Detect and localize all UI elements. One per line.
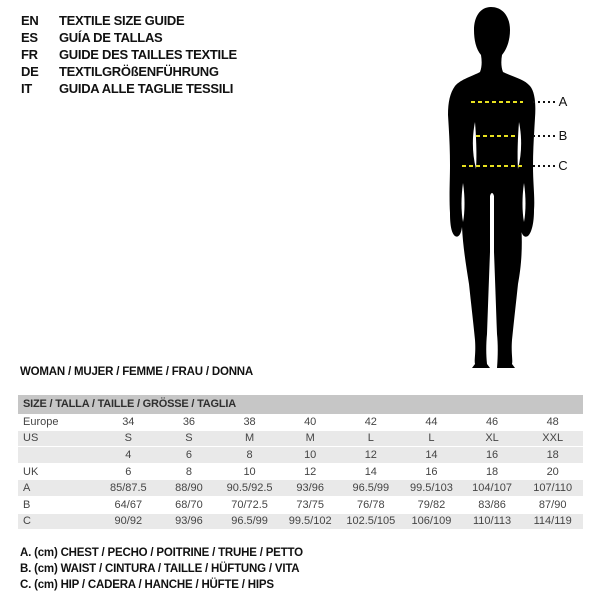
table-cell: 102.5/105 [341,513,402,530]
language-code: FR [21,47,38,62]
waist-measure-label: B [558,128,568,143]
title-line-fr [21,46,237,63]
table-row [18,513,583,530]
table-cell: 16 [401,463,462,480]
row-label: Europe [18,414,98,430]
table-cell: 114/119 [522,513,583,530]
page-title: TEXTILGRÖßENFÜHRUNG [59,64,219,79]
table-cell: 16 [462,447,523,464]
legend-hip: C. (cm) HIP / CADERA / HANCHE / HÜFTE / HIPS [20,579,274,591]
table-cell: 14 [341,463,402,480]
legend-chest: A. (cm) CHEST / PECHO / POITRINE / TRUHE / PETTO [20,547,303,559]
table-cell: 68/70 [159,496,220,513]
table-cell: M [219,430,280,447]
table-cell: 107/110 [522,480,583,497]
size-table [18,395,583,530]
language-code: EN [21,13,39,28]
row-label: A [18,480,98,497]
table-row [18,447,583,464]
table-cell: 6 [159,447,220,464]
table-cell: 79/82 [401,496,462,513]
table-cell: 40 [280,414,341,430]
table-cell: 83/86 [462,496,523,513]
table-cell: L [341,430,402,447]
table-cell: 76/78 [341,496,402,513]
table-cell: 85/87.5 [98,480,159,497]
language-code: DE [21,64,39,79]
table-cell: 90/92 [98,513,159,530]
table-cell: 106/109 [401,513,462,530]
table-cell: 87/90 [522,496,583,513]
row-label [18,447,98,464]
table-row [18,414,583,430]
page-title: GUIDE DES TAILLES TEXTILE [59,47,237,62]
table-cell: 96.5/99 [341,480,402,497]
table-cell: XL [462,430,523,447]
table-cell: 70/72.5 [219,496,280,513]
table-cell: 73/75 [280,496,341,513]
chest-measure-label: A [558,94,568,109]
body-measurement-figure [440,0,600,378]
hip-measure-label: C [558,158,568,173]
measure-legend [20,545,303,593]
table-cell: 88/90 [159,480,220,497]
table-cell: 46 [462,414,523,430]
table-cell: 44 [401,414,462,430]
table-cell: 36 [159,414,220,430]
page-title: TEXTILE SIZE GUIDE [59,13,185,28]
table-cell: 99.5/103 [401,480,462,497]
table-cell: 20 [522,463,583,480]
page-title: GUÍA DE TALLAS [59,30,163,45]
table-row [18,463,583,480]
woman-section-title: WOMAN / MUJER / FEMME / FRAU / DONNA [20,366,254,378]
size-table-header: SIZE / TALLA / TAILLE / GRÖSSE / TAGLIA [18,395,583,414]
table-cell: 8 [159,463,220,480]
page-title: GUIDA ALLE TAGLIE TESSILI [59,81,234,96]
table-cell: 64/67 [98,496,159,513]
table-cell: 10 [219,463,280,480]
table-cell: 38 [219,414,280,430]
woman-silhouette-icon [445,7,545,368]
table-cell: 90.5/92.5 [219,480,280,497]
table-cell: 96.5/99 [219,513,280,530]
title-line-es [21,29,237,46]
title-line-de [21,63,237,80]
table-cell: 6 [98,463,159,480]
waist-measure-line [476,135,518,137]
table-cell: 48 [522,414,583,430]
table-cell: 18 [522,447,583,464]
row-label: B [18,496,98,513]
table-cell: 12 [280,463,341,480]
title-line-it [21,80,237,97]
table-cell: 42 [341,414,402,430]
legend-waist: B. (cm) WAIST / CINTURA / TAILLE / HÜFTUNG / VITA [20,563,300,575]
language-code: IT [21,81,32,96]
hip-measure-line [462,165,523,167]
table-cell: S [159,430,220,447]
table-row [18,480,583,497]
table-cell: 14 [401,447,462,464]
title-line-en [21,12,237,29]
table-cell: 34 [98,414,159,430]
table-row [18,430,583,447]
language-title-block [21,12,237,97]
row-label: C [18,513,98,530]
chest-measure-line [471,101,523,103]
size-table-grid [18,414,583,530]
table-cell: S [98,430,159,447]
table-cell: 10 [280,447,341,464]
table-cell: 110/113 [462,513,523,530]
table-cell: L [401,430,462,447]
language-code: ES [21,30,38,45]
table-cell: 93/96 [280,480,341,497]
table-cell: 8 [219,447,280,464]
row-label: UK [18,463,98,480]
table-cell: 104/107 [462,480,523,497]
table-row [18,496,583,513]
table-cell: XXL [522,430,583,447]
table-cell: 12 [341,447,402,464]
row-label: US [18,430,98,447]
table-cell: 18 [462,463,523,480]
table-cell: M [280,430,341,447]
table-cell: 93/96 [159,513,220,530]
table-cell: 99.5/102 [280,513,341,530]
table-cell: 4 [98,447,159,464]
